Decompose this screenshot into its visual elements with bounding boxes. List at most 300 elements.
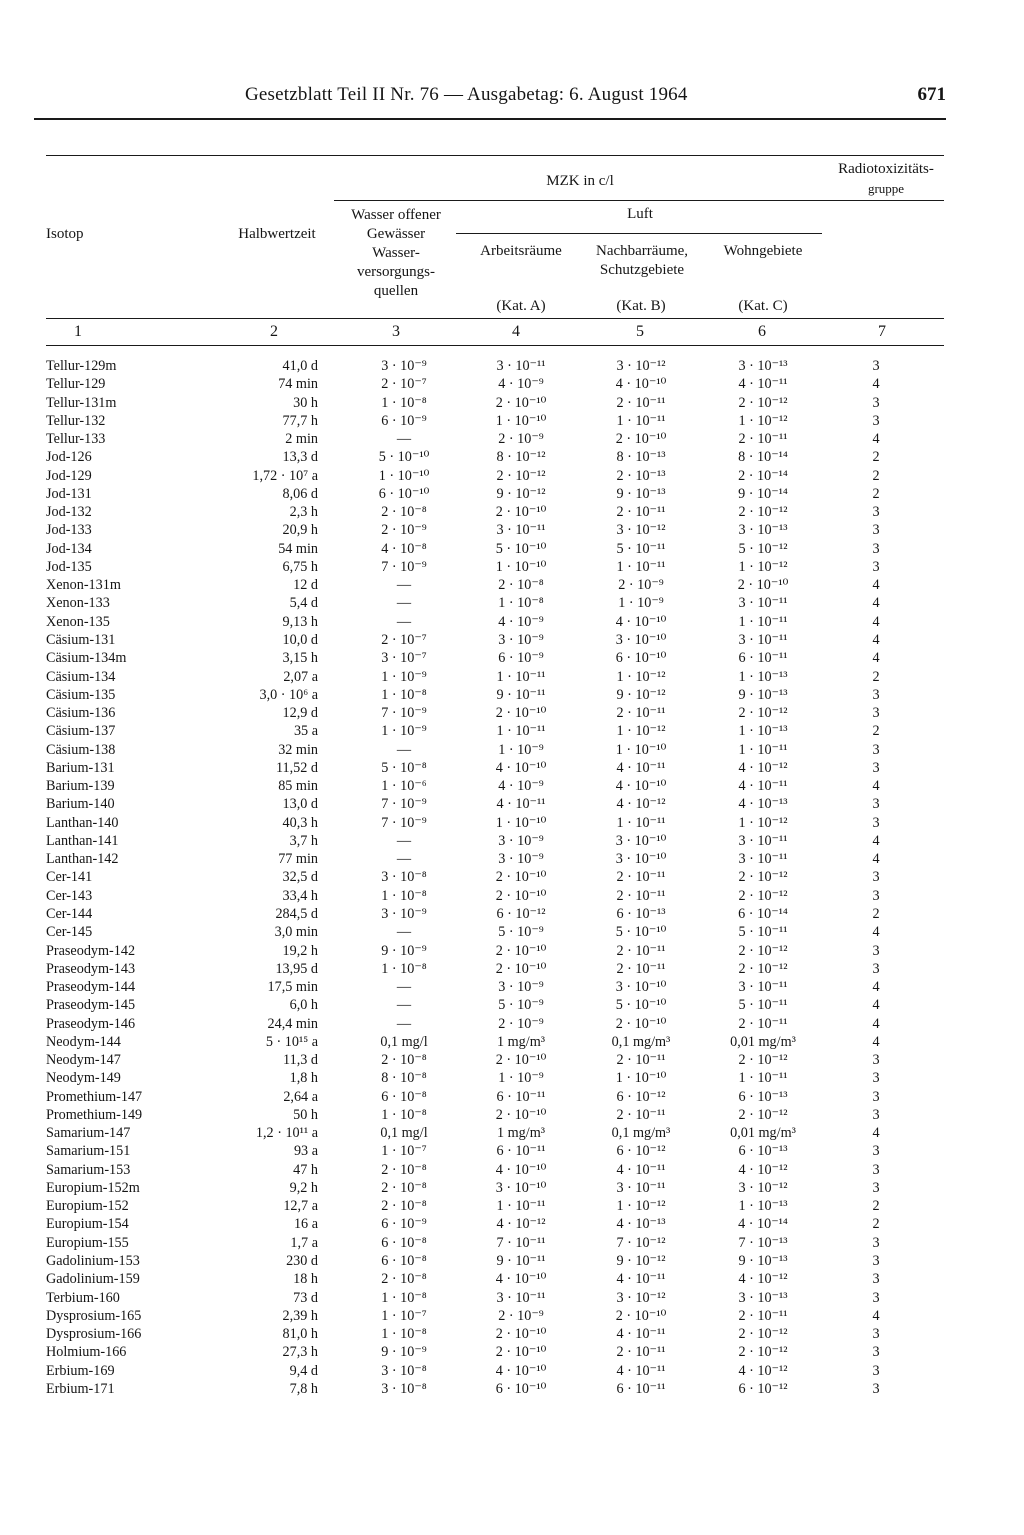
header-nachbarraeume-line-2: Schutzgebiete <box>599 262 685 278</box>
isotope-cell: Praseodym-144 <box>46 979 136 996</box>
table-row <box>0 923 1024 941</box>
work-area-mzk-cell: 5 · 10⁻⁹ <box>498 924 544 941</box>
residential-mzk-cell: 1 · 10⁻¹² <box>738 558 788 575</box>
table-row <box>0 795 1024 813</box>
table-row <box>0 704 1024 722</box>
water-mzk-cell: 1 · 10⁻⁸ <box>381 1106 427 1123</box>
isotope-cell: Terbium-160 <box>46 1289 120 1306</box>
residential-mzk-cell: 5 · 10⁻¹¹ <box>738 997 788 1014</box>
toxicity-group-cell: 3 <box>872 796 880 813</box>
neighbor-area-mzk-cell: 5 · 10⁻¹¹ <box>616 540 666 557</box>
neighbor-area-mzk-cell: 4 · 10⁻¹³ <box>616 1216 666 1233</box>
toxicity-group-cell: 3 <box>872 887 880 904</box>
half-life-cell: 73 d <box>293 1289 318 1306</box>
water-mzk-cell: 2 · 10⁻⁸ <box>381 1161 427 1178</box>
residential-mzk-cell: 2 · 10⁻¹¹ <box>738 1307 788 1324</box>
isotope-cell: Cäsium-136 <box>46 705 116 722</box>
isotope-cell: Cäsium-135 <box>46 686 116 703</box>
neighbor-area-mzk-cell: 2 · 10⁻¹¹ <box>616 869 666 886</box>
header-nachbarraeume <box>582 242 702 280</box>
half-life-cell: 3,15 h <box>282 650 318 667</box>
toxicity-group-cell: 3 <box>872 1106 880 1123</box>
half-life-cell: 32 min <box>278 741 318 758</box>
half-life-cell: 54 min <box>278 540 318 557</box>
column-number-5: 5 <box>636 323 644 340</box>
work-area-mzk-cell: 3 · 10⁻⁹ <box>498 631 544 648</box>
half-life-cell: 17,5 min <box>267 979 318 996</box>
neighbor-area-mzk-cell: 2 · 10⁻¹¹ <box>616 504 666 521</box>
water-mzk-cell: 3 · 10⁻⁸ <box>381 1362 427 1379</box>
isotope-cell: Dysprosium-165 <box>46 1307 142 1324</box>
header-nachbarraeume-line-1: Nachbarräume, <box>595 243 689 259</box>
toxicity-group-cell: 3 <box>872 504 880 521</box>
half-life-cell: 74 min <box>278 376 318 393</box>
residential-mzk-cell: 2 · 10⁻¹² <box>738 1344 788 1361</box>
water-mzk-cell: 8 · 10⁻⁸ <box>381 1070 427 1087</box>
half-life-cell: 9,13 h <box>282 613 318 630</box>
header-isotop: Isotop <box>46 226 84 242</box>
work-area-mzk-cell: 3 · 10⁻¹¹ <box>496 1289 546 1306</box>
residential-mzk-cell: 2 · 10⁻¹² <box>738 1052 788 1069</box>
colnum-bottom-rule <box>46 345 944 346</box>
isotope-cell: Cäsium-134m <box>46 650 127 667</box>
residential-mzk-cell: 1 · 10⁻¹² <box>738 814 788 831</box>
residential-mzk-cell: 2 · 10⁻¹² <box>738 942 788 959</box>
water-mzk-cell: 1 · 10⁻⁸ <box>381 960 427 977</box>
half-life-cell: 19,2 h <box>282 942 318 959</box>
isotope-cell: Jod-133 <box>46 522 92 539</box>
residential-mzk-cell: 4 · 10⁻¹³ <box>738 796 788 813</box>
neighbor-area-mzk-cell: 4 · 10⁻¹¹ <box>616 1362 666 1379</box>
toxicity-group-cell: 3 <box>872 1362 880 1379</box>
water-mzk-cell: 2 · 10⁻⁷ <box>381 376 427 393</box>
table-top-rule <box>46 155 944 156</box>
table-row <box>0 1252 1024 1270</box>
isotope-cell: Lanthan-141 <box>46 832 119 849</box>
work-area-mzk-cell: 3 · 10⁻¹¹ <box>496 358 546 374</box>
isotope-cell: Jod-132 <box>46 504 92 521</box>
half-life-cell: 2,64 a <box>283 1088 318 1105</box>
isotope-cell: Tellur-129m <box>46 358 117 374</box>
isotope-cell: Samarium-147 <box>46 1125 131 1142</box>
isotope-cell: Jod-126 <box>46 449 92 466</box>
half-life-cell: 9,4 d <box>289 1362 318 1379</box>
toxicity-group-cell: 3 <box>872 814 880 831</box>
table-row <box>0 996 1024 1014</box>
half-life-cell: 11,52 d <box>275 759 318 776</box>
residential-mzk-cell: 9 · 10⁻¹⁴ <box>738 485 788 502</box>
neighbor-area-mzk-cell: 5 · 10⁻¹⁰ <box>615 924 667 941</box>
water-mzk-cell: 2 · 10⁻⁷ <box>381 631 427 648</box>
isotope-cell: Praseodym-145 <box>46 997 136 1014</box>
neighbor-area-mzk-cell: 7 · 10⁻¹² <box>616 1234 666 1251</box>
isotope-cell: Jod-135 <box>46 558 92 575</box>
isotope-cell: Cäsium-134 <box>46 668 116 685</box>
work-area-mzk-cell: 3 · 10⁻⁹ <box>498 979 544 996</box>
toxicity-group-cell: 3 <box>872 394 880 411</box>
table-row <box>0 412 1024 430</box>
residential-mzk-cell: 1 · 10⁻¹³ <box>738 723 788 740</box>
water-mzk-cell: 3 · 10⁻⁸ <box>381 869 427 886</box>
header-radiotoxizitaet <box>820 160 952 198</box>
work-area-mzk-cell: 4 · 10⁻⁹ <box>498 376 544 393</box>
water-mzk-cell: 6 · 10⁻⁸ <box>381 1088 427 1105</box>
toxicity-group-cell: 3 <box>872 1161 880 1178</box>
table-row <box>0 540 1024 558</box>
neighbor-area-mzk-cell: 0,1 mg/m³ <box>611 1033 671 1050</box>
water-mzk-cell: 2 · 10⁻⁸ <box>381 1179 427 1196</box>
neighbor-area-mzk-cell: 1 · 10⁻⁹ <box>618 595 664 612</box>
half-life-cell: 2,3 h <box>289 504 318 521</box>
table-row <box>0 1234 1024 1252</box>
neighbor-area-mzk-cell: 2 · 10⁻¹⁰ <box>615 1015 667 1032</box>
neighbor-area-mzk-cell: 2 · 10⁻¹⁰ <box>615 1307 667 1324</box>
residential-mzk-cell: 2 · 10⁻¹² <box>738 1326 788 1343</box>
isotope-cell: Europium-154 <box>46 1216 129 1233</box>
work-area-mzk-cell: 2 · 10⁻⁹ <box>498 1015 544 1032</box>
neighbor-area-mzk-cell: 1 · 10⁻¹⁰ <box>615 741 667 758</box>
water-mzk-cell: 2 · 10⁻⁸ <box>381 504 427 521</box>
work-area-mzk-cell: 6 · 10⁻¹¹ <box>496 1143 546 1160</box>
neighbor-area-mzk-cell: 1 · 10⁻¹² <box>616 1198 666 1215</box>
neighbor-area-mzk-cell: 9 · 10⁻¹² <box>616 1253 666 1270</box>
table-row <box>0 1142 1024 1160</box>
water-mzk-cell: 7 · 10⁻⁹ <box>381 705 427 722</box>
residential-mzk-cell: 0,01 mg/m³ <box>730 1033 796 1050</box>
residential-mzk-cell: 6 · 10⁻¹² <box>738 1380 788 1397</box>
water-mzk-cell: — <box>396 832 412 849</box>
residential-mzk-cell: 1 · 10⁻¹³ <box>738 668 788 685</box>
table-row <box>0 594 1024 612</box>
work-area-mzk-cell: 2 · 10⁻⁸ <box>498 577 544 594</box>
half-life-cell: 3,0 · 10⁶ a <box>259 686 318 703</box>
table-row <box>0 759 1024 777</box>
water-mzk-cell: — <box>396 595 412 612</box>
toxicity-group-cell: 4 <box>872 577 880 594</box>
water-mzk-cell: — <box>396 613 412 630</box>
toxicity-group-cell: 3 <box>872 540 880 557</box>
residential-mzk-cell: 3 · 10⁻¹¹ <box>738 631 788 648</box>
work-area-mzk-cell: 5 · 10⁻¹⁰ <box>495 540 547 557</box>
isotope-cell: Gadolinium-153 <box>46 1253 140 1270</box>
residential-mzk-cell: 9 · 10⁻¹³ <box>738 686 788 703</box>
isotope-cell: Europium-152 <box>46 1198 129 1215</box>
residential-mzk-cell: 3 · 10⁻¹¹ <box>738 851 788 868</box>
work-area-mzk-cell: 6 · 10⁻⁹ <box>498 650 544 667</box>
table-row <box>0 1343 1024 1361</box>
toxicity-group-cell: 4 <box>872 431 880 448</box>
half-life-cell: 85 min <box>278 778 318 795</box>
toxicity-group-cell: 2 <box>872 449 880 466</box>
neighbor-area-mzk-cell: 3 · 10⁻¹⁰ <box>615 979 667 996</box>
toxicity-group-cell: 3 <box>872 1143 880 1160</box>
work-area-mzk-cell: 2 · 10⁻¹⁰ <box>495 887 547 904</box>
work-area-mzk-cell: 1 · 10⁻⁸ <box>498 595 544 612</box>
water-mzk-cell: — <box>396 851 412 868</box>
isotope-cell: Erbium-169 <box>46 1362 115 1379</box>
water-mzk-cell: 0,1 mg/l <box>380 1125 428 1142</box>
residential-mzk-cell: 4 · 10⁻¹¹ <box>738 376 788 393</box>
toxicity-group-cell: 4 <box>872 979 880 996</box>
toxicity-group-cell: 3 <box>872 358 880 374</box>
water-mzk-cell: 1 · 10⁻⁷ <box>381 1307 427 1324</box>
neighbor-area-mzk-cell: 8 · 10⁻¹³ <box>616 449 666 466</box>
water-mzk-cell: 7 · 10⁻⁹ <box>381 814 427 831</box>
toxicity-group-cell: 4 <box>872 1033 880 1050</box>
isotope-cell: Neodym-149 <box>46 1070 121 1087</box>
publication-title: Gesetzblatt Teil II Nr. 76 — Ausgabetag: 6. August 1964 <box>245 84 688 105</box>
work-area-mzk-cell: 4 · 10⁻¹⁰ <box>495 1271 547 1288</box>
water-mzk-cell: 1 · 10⁻⁹ <box>381 723 427 740</box>
work-area-mzk-cell: 1 · 10⁻¹¹ <box>496 668 546 685</box>
page-header <box>48 84 946 114</box>
residential-mzk-cell: 5 · 10⁻¹² <box>738 540 788 557</box>
table-row <box>0 1270 1024 1288</box>
work-area-mzk-cell: 8 · 10⁻¹² <box>496 449 546 466</box>
table-row <box>0 467 1024 485</box>
toxicity-group-cell: 4 <box>872 924 880 941</box>
table-row <box>0 448 1024 466</box>
work-area-mzk-cell: 2 · 10⁻¹⁰ <box>495 960 547 977</box>
work-area-mzk-cell: 3 · 10⁻¹⁰ <box>495 1179 547 1196</box>
water-mzk-cell: 5 · 10⁻¹⁰ <box>378 449 430 466</box>
toxicity-group-cell: 3 <box>872 1088 880 1105</box>
neighbor-area-mzk-cell: 1 · 10⁻¹¹ <box>616 814 666 831</box>
header-radiotoxizitaet-line-1: Radiotoxizitäts- <box>838 161 934 177</box>
header-wasser-line-5: quellen <box>373 283 419 299</box>
half-life-cell: 3,7 h <box>289 832 318 849</box>
residential-mzk-cell: 1 · 10⁻¹³ <box>738 1198 788 1215</box>
neighbor-area-mzk-cell: 2 · 10⁻¹¹ <box>616 1106 666 1123</box>
work-area-mzk-cell: 4 · 10⁻¹⁰ <box>495 759 547 776</box>
neighbor-area-mzk-cell: 6 · 10⁻¹³ <box>616 905 666 922</box>
isotope-cell: Europium-152m <box>46 1179 140 1196</box>
isotope-cell: Samarium-153 <box>46 1161 131 1178</box>
water-mzk-cell: 2 · 10⁻⁸ <box>381 1052 427 1069</box>
residential-mzk-cell: 2 · 10⁻¹² <box>738 869 788 886</box>
work-area-mzk-cell: 6 · 10⁻¹¹ <box>496 1088 546 1105</box>
residential-mzk-cell: 6 · 10⁻¹³ <box>738 1143 788 1160</box>
residential-mzk-cell: 6 · 10⁻¹⁴ <box>738 905 788 922</box>
residential-mzk-cell: 0,01 mg/m³ <box>730 1125 796 1142</box>
header-wohngebiete: Wohngebiete <box>723 243 803 259</box>
toxicity-group-cell: 2 <box>872 668 880 685</box>
water-mzk-cell: 6 · 10⁻¹⁰ <box>378 485 430 502</box>
isotope-cell: Holmium-166 <box>46 1344 127 1361</box>
water-mzk-cell: 3 · 10⁻⁸ <box>381 1380 427 1397</box>
isotope-cell: Xenon-135 <box>46 613 110 630</box>
water-mzk-cell: 1 · 10⁻¹⁰ <box>378 467 430 484</box>
isotope-cell: Barium-131 <box>46 759 115 776</box>
table-row <box>0 1215 1024 1233</box>
half-life-cell: 16 a <box>293 1216 318 1233</box>
residential-mzk-cell: 2 · 10⁻¹² <box>738 705 788 722</box>
table-body <box>0 357 1024 1398</box>
isotope-cell: Neodym-147 <box>46 1052 121 1069</box>
isotope-cell: Tellur-131m <box>46 394 117 411</box>
table-row <box>0 1015 1024 1033</box>
work-area-mzk-cell: 9 · 10⁻¹¹ <box>496 686 546 703</box>
half-life-cell: 81,0 h <box>282 1326 318 1343</box>
isotope-cell: Jod-129 <box>46 467 92 484</box>
neighbor-area-mzk-cell: 1 · 10⁻¹¹ <box>616 412 666 429</box>
neighbor-area-mzk-cell: 4 · 10⁻¹⁰ <box>615 778 667 795</box>
neighbor-area-mzk-cell: 1 · 10⁻¹⁰ <box>615 1070 667 1087</box>
table-row <box>0 868 1024 886</box>
residential-mzk-cell: 2 · 10⁻¹² <box>738 504 788 521</box>
work-area-mzk-cell: 1 · 10⁻¹⁰ <box>495 412 547 429</box>
table-row <box>0 850 1024 868</box>
isotope-cell: Cer-143 <box>46 887 93 904</box>
half-life-cell: 8,06 d <box>282 485 318 502</box>
table-row <box>0 1051 1024 1069</box>
mzk-rule <box>334 200 944 201</box>
isotope-cell: Erbium-171 <box>46 1380 115 1397</box>
table-row <box>0 430 1024 448</box>
work-area-mzk-cell: 3 · 10⁻¹¹ <box>496 522 546 539</box>
half-life-cell: 77,7 h <box>282 412 318 429</box>
neighbor-area-mzk-cell: 3 · 10⁻¹¹ <box>616 1179 666 1196</box>
half-life-cell: 11,3 d <box>283 1052 318 1069</box>
table-row <box>0 1380 1024 1398</box>
half-life-cell: 230 d <box>286 1253 318 1270</box>
toxicity-group-cell: 4 <box>872 851 880 868</box>
toxicity-group-cell: 4 <box>872 832 880 849</box>
work-area-mzk-cell: 6 · 10⁻¹² <box>496 905 546 922</box>
work-area-mzk-cell: 2 · 10⁻¹⁰ <box>495 942 547 959</box>
column-number-6: 6 <box>758 323 766 340</box>
neighbor-area-mzk-cell: 1 · 10⁻¹¹ <box>616 558 666 575</box>
isotope-cell: Cäsium-138 <box>46 741 116 758</box>
isotope-cell: Cäsium-131 <box>46 631 116 648</box>
half-life-cell: 2 min <box>285 431 318 448</box>
residential-mzk-cell: 2 · 10⁻¹² <box>738 887 788 904</box>
toxicity-group-cell: 3 <box>872 1253 880 1270</box>
residential-mzk-cell: 2 · 10⁻¹¹ <box>738 1015 788 1032</box>
residential-mzk-cell: 8 · 10⁻¹⁴ <box>738 449 788 466</box>
half-life-cell: 13,0 d <box>282 796 318 813</box>
residential-mzk-cell: 3 · 10⁻¹³ <box>738 1289 788 1306</box>
residential-mzk-cell: 2 · 10⁻¹² <box>738 960 788 977</box>
table-row <box>0 485 1024 503</box>
half-life-cell: 33,4 h <box>282 887 318 904</box>
isotope-cell: Lanthan-140 <box>46 814 119 831</box>
water-mzk-cell: 3 · 10⁻⁹ <box>381 905 427 922</box>
water-mzk-cell: 5 · 10⁻⁸ <box>381 759 427 776</box>
residential-mzk-cell: 3 · 10⁻¹³ <box>738 522 788 539</box>
residential-mzk-cell: 1 · 10⁻¹¹ <box>738 613 788 630</box>
isotope-cell: Jod-134 <box>46 540 92 557</box>
page-number: 671 <box>917 84 946 105</box>
residential-mzk-cell: 4 · 10⁻¹¹ <box>738 778 788 795</box>
residential-mzk-cell: 2 · 10⁻¹⁴ <box>738 467 788 484</box>
residential-mzk-cell: 4 · 10⁻¹² <box>738 1271 788 1288</box>
header-kat-c: (Kat. C) <box>738 298 788 314</box>
table-row <box>0 1197 1024 1215</box>
water-mzk-cell: — <box>396 577 412 594</box>
water-mzk-cell: 0,1 mg/l <box>380 1033 428 1050</box>
table-row <box>0 1124 1024 1142</box>
work-area-mzk-cell: 2 · 10⁻¹⁰ <box>495 1326 547 1343</box>
half-life-cell: 1,2 · 10¹¹ a <box>255 1125 318 1142</box>
isotope-cell: Tellur-133 <box>46 431 106 448</box>
residential-mzk-cell: 6 · 10⁻¹¹ <box>738 650 788 667</box>
half-life-cell: 12 d <box>293 577 318 594</box>
neighbor-area-mzk-cell: 3 · 10⁻¹² <box>616 358 666 374</box>
water-mzk-cell: 1 · 10⁻⁶ <box>381 778 427 795</box>
water-mzk-cell: 7 · 10⁻⁹ <box>381 796 427 813</box>
header-rule <box>34 118 946 120</box>
table-row <box>0 1161 1024 1179</box>
header-wasser-line-1: Wasser offener <box>351 207 441 223</box>
half-life-cell: 12,7 a <box>283 1198 318 1215</box>
neighbor-area-mzk-cell: 2 · 10⁻¹¹ <box>616 1052 666 1069</box>
toxicity-group-cell: 3 <box>872 1070 880 1087</box>
half-life-cell: 35 a <box>293 723 318 740</box>
work-area-mzk-cell: 2 · 10⁻¹⁰ <box>495 1106 547 1123</box>
toxicity-group-cell: 3 <box>872 558 880 575</box>
water-mzk-cell: 7 · 10⁻⁹ <box>381 558 427 575</box>
toxicity-group-cell: 4 <box>872 1125 880 1142</box>
work-area-mzk-cell: 4 · 10⁻¹⁰ <box>495 1161 547 1178</box>
residential-mzk-cell: 4 · 10⁻¹² <box>738 1161 788 1178</box>
isotope-cell: Barium-140 <box>46 796 115 813</box>
half-life-cell: 2,07 a <box>283 668 318 685</box>
toxicity-group-cell: 2 <box>872 1198 880 1215</box>
half-life-cell: 13,3 d <box>282 449 318 466</box>
half-life-cell: 30 h <box>293 394 318 411</box>
residential-mzk-cell: 4 · 10⁻¹² <box>738 1362 788 1379</box>
toxicity-group-cell: 3 <box>872 1326 880 1343</box>
table-row <box>0 1307 1024 1325</box>
toxicity-group-cell: 3 <box>872 522 880 539</box>
isotope-cell: Praseodym-143 <box>46 960 136 977</box>
half-life-cell: 3,0 min <box>274 924 318 941</box>
residential-mzk-cell: 4 · 10⁻¹⁴ <box>738 1216 788 1233</box>
residential-mzk-cell: 1 · 10⁻¹¹ <box>738 741 788 758</box>
neighbor-area-mzk-cell: 4 · 10⁻¹² <box>616 796 666 813</box>
isotope-cell: Xenon-133 <box>46 595 110 612</box>
residential-mzk-cell: 4 · 10⁻¹² <box>738 759 788 776</box>
toxicity-group-cell: 3 <box>872 1179 880 1196</box>
neighbor-area-mzk-cell: 2 · 10⁻⁹ <box>618 577 664 594</box>
table-row <box>0 1289 1024 1307</box>
half-life-cell: 7,8 h <box>289 1380 318 1397</box>
neighbor-area-mzk-cell: 4 · 10⁻¹⁰ <box>615 613 667 630</box>
work-area-mzk-cell: 2 · 10⁻¹⁰ <box>495 705 547 722</box>
toxicity-group-cell: 4 <box>872 997 880 1014</box>
work-area-mzk-cell: 4 · 10⁻¹² <box>496 1216 546 1233</box>
neighbor-area-mzk-cell: 2 · 10⁻¹¹ <box>616 705 666 722</box>
toxicity-group-cell: 3 <box>872 759 880 776</box>
work-area-mzk-cell: 1 · 10⁻¹⁰ <box>495 558 547 575</box>
residential-mzk-cell: 2 · 10⁻¹² <box>738 1106 788 1123</box>
half-life-cell: 50 h <box>293 1106 318 1123</box>
header-arbeitsraeume: Arbeitsräume <box>480 243 562 259</box>
water-mzk-cell: 1 · 10⁻⁸ <box>381 686 427 703</box>
work-area-mzk-cell: 2 · 10⁻⁹ <box>498 431 544 448</box>
neighbor-area-mzk-cell: 6 · 10⁻¹⁰ <box>615 650 667 667</box>
table-row <box>0 1033 1024 1051</box>
isotope-cell: Promethium-149 <box>46 1106 143 1123</box>
residential-mzk-cell: 2 · 10⁻¹² <box>738 394 788 411</box>
neighbor-area-mzk-cell: 5 · 10⁻¹⁰ <box>615 997 667 1014</box>
toxicity-group-cell: 3 <box>872 869 880 886</box>
water-mzk-cell: 6 · 10⁻⁸ <box>381 1253 427 1270</box>
residential-mzk-cell: 3 · 10⁻¹¹ <box>738 595 788 612</box>
header-radiotoxizitaet-line-2: gruppe <box>867 181 905 196</box>
table-row <box>0 741 1024 759</box>
